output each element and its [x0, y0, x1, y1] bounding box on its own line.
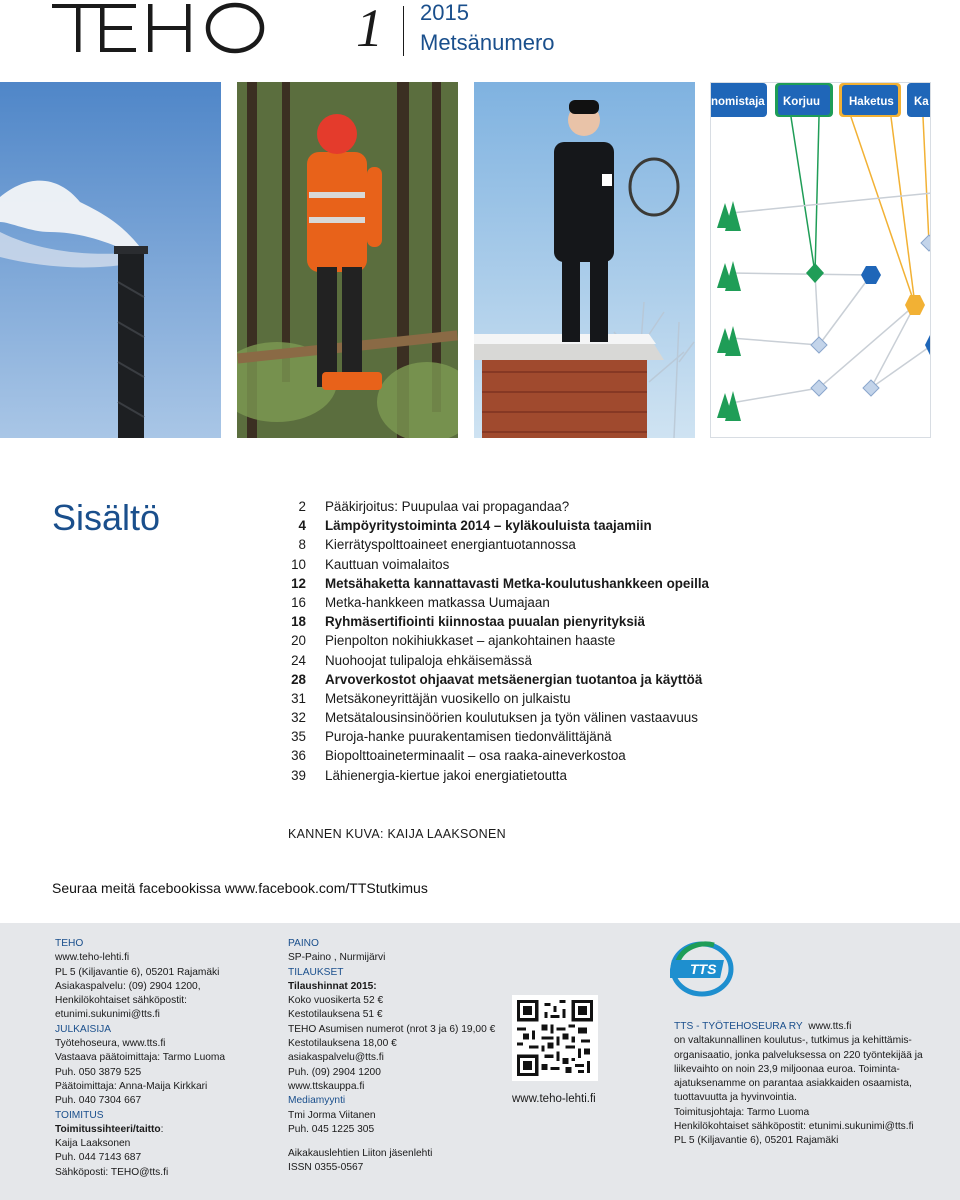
toc-item[interactable] [272, 574, 872, 593]
toc-page-number: 8 [298, 537, 306, 553]
toc-article-title: Metka-hankkeen matkassa Uumajaan [325, 594, 550, 610]
tts-desc-1: on valtakunnallinen koulutus-, tutkimus ja kehittämis- [674, 1035, 912, 1047]
label-orders: TILAUKSET [288, 966, 344, 978]
media-sales-person: Tmi Jorma Viitanen [288, 1109, 376, 1121]
toc-item[interactable] [272, 497, 872, 516]
editorial-role [55, 1123, 225, 1137]
tts-desc-4: ajatuksenamme on parantaa asiakkaiden osaamista, [674, 1078, 912, 1090]
teho-address: PL 5 (Kiljavantie 6), 05201 Rajamäki [55, 966, 220, 978]
toc-article-title: Metsäkoneyrittäjän vuosikello on julkaistu [325, 690, 571, 706]
label-publisher: JULKAISIJA [55, 1023, 112, 1035]
toc-page-number: 12 [291, 575, 306, 591]
editorial-secretary: Kaija Laaksonen [55, 1138, 131, 1150]
label-print: PAINO [288, 938, 319, 949]
toc-page-number: 32 [291, 710, 306, 726]
toc-item[interactable] [272, 746, 872, 765]
diagram-label: nomistaja [711, 96, 765, 108]
tts-desc-2: organisaatio, jonka palveluksessa on 220 työntekijää ja [674, 1049, 923, 1061]
managing-editor: Päätoimittaja: Anna-Maija Kirkkari [55, 1080, 208, 1092]
emails-label: Henkilökohtaiset sähköpostit: [55, 995, 187, 1007]
photo-chimney-sweep [474, 82, 695, 438]
toc-article-title: Kauttuan voimalaitos [325, 556, 450, 572]
teho-logo [52, 2, 267, 54]
toc-article-title: Metsähaketta kannattavasti Metka-koulutushankkeen opeilla [325, 575, 709, 591]
toc-page-number: 16 [291, 594, 306, 610]
orders-phone: Puh. (09) 2904 1200 [288, 1066, 381, 1078]
toc-page-number: 10 [291, 556, 306, 572]
diagram-label: Ka [914, 96, 929, 108]
editorial-role-colon: : [160, 1123, 164, 1135]
label-editorial: TOIMITUS [55, 1109, 104, 1121]
editorial-role-title: Toimitussihteeri/taitto [55, 1123, 161, 1135]
association-note: Aikakauslehtien Liiton jäsenlehti [288, 1148, 433, 1160]
printer: SP-Paino , Nurmijärvi [288, 952, 386, 964]
price-continuous: Kestotilauksena 51 € [288, 1009, 383, 1021]
colophon-footer [0, 923, 960, 1200]
toc-item[interactable] [272, 555, 872, 574]
toc-page-number: 20 [291, 633, 306, 649]
toc-item[interactable] [272, 766, 872, 785]
issue-title: Metsänumero [420, 30, 555, 55]
toc-item[interactable] [272, 651, 872, 670]
tts-address: PL 5 (Kiljavantie 6), 05201 Rajamäki [674, 1135, 839, 1147]
toc-article-title: Kierrätyspolttoaineet energiantuotannossa [325, 537, 576, 553]
colophon-tts [674, 1020, 923, 1149]
toc-article-title: Pääkirjoitus: Puupulaa vai propagandaa? [325, 499, 570, 514]
customer-service: Asiakaspalvelu: (09) 2904 1200, [55, 980, 201, 992]
toc-page-number: 35 [291, 729, 306, 745]
toc-article-title: Biopolttoaineterminaalit – osa raaka-aineverkostoa [325, 748, 626, 764]
editor-in-chief: Vastaava päätoimittaja: Tarmo Luoma [55, 1052, 226, 1064]
price-asumisen-continuous: Kestotilauksena 18,00 € [288, 1038, 397, 1050]
tts-desc-5: tuottavuutta ja hyvinvointia. [674, 1092, 797, 1104]
toc-page-number: 31 [291, 690, 306, 706]
cover-photo-credit: KANNEN KUVA: KAIJA LAAKSONEN [288, 827, 506, 841]
tts-logo-text: TTS [690, 961, 717, 977]
toc-item[interactable] [272, 670, 872, 689]
toc-page-number: 36 [291, 748, 306, 764]
toc-page-number: 4 [298, 518, 306, 534]
media-sales-phone: Puh. 045 1225 305 [288, 1123, 375, 1135]
toc-item[interactable] [272, 708, 872, 727]
issue-number: 1 [356, 0, 383, 58]
toc-item[interactable] [272, 631, 872, 650]
colophon-print-orders [288, 937, 495, 1176]
toc-item[interactable] [272, 689, 872, 708]
contents-heading: Sisältö [52, 497, 161, 538]
toc-article-title: Nuohoojat tulipaloja ehkäisemässä [325, 652, 532, 668]
price-asumisen: TEHO Asumisen numerot (nrot 3 ja 6) 19,00 € [288, 1023, 496, 1035]
tts-org-url[interactable]: www.tts.fi [808, 1021, 852, 1032]
toc-page-number: 28 [291, 671, 306, 687]
teho-website[interactable]: www.teho-lehti.fi [55, 952, 130, 964]
tts-org-line [674, 1020, 923, 1034]
toc-item[interactable] [272, 727, 872, 746]
issue-divider [403, 6, 404, 56]
label-media-sales: Mediamyynti [288, 1095, 346, 1107]
diagram-label: Korjuu [783, 96, 821, 108]
toc-item[interactable] [272, 593, 872, 612]
colophon-teho [55, 937, 225, 1180]
price-annual: Koko vuosikerta 52 € [288, 995, 384, 1007]
toc-page-number: 24 [291, 652, 306, 668]
email-format: etunimi.sukunimi@tts.fi [55, 1009, 160, 1021]
toc-page-number: 39 [291, 767, 306, 783]
tts-ceo: Toimitusjohtaja: Tarmo Luoma [674, 1106, 810, 1118]
tts-emails: Henkilökohtaiset sähköpostit: etunimi.sukunimi@tts.fi [674, 1121, 914, 1133]
editorial-secretary-phone: Puh. 044 7143 687 [55, 1152, 142, 1164]
managing-editor-phone: Puh. 040 7304 667 [55, 1095, 142, 1107]
facebook-link[interactable]: Seuraa meitä facebookissa www.facebook.com/TTStutkimus [52, 880, 428, 896]
publisher: Työtehoseura, www.tts.fi [55, 1038, 166, 1050]
editorial-email: Sähköposti: TEHO@tts.fi [55, 1166, 169, 1178]
shop-link[interactable]: www.ttskauppa.fi [288, 1080, 365, 1092]
editor-in-chief-phone: Puh. 050 3879 525 [55, 1066, 142, 1078]
photo-chimney-smoke [0, 82, 221, 438]
toc-item[interactable] [272, 516, 872, 535]
toc-article-title: Lämpöyritystoiminta 2014 – kyläkouluista taajamiin [325, 518, 652, 534]
toc-item[interactable] [272, 535, 872, 554]
toc-page-number: 2 [298, 499, 306, 514]
tts-org-name: TTS - TYÖTEHOSEURA RY [674, 1021, 803, 1032]
issue-year: 2015 [420, 0, 469, 25]
prices-heading: Tilaushinnat 2015: [288, 980, 377, 992]
tts-logo [670, 941, 734, 997]
photo-forest-worker [237, 82, 458, 438]
toc-article-title: Ryhmäsertifiointi kiinnostaa puualan pienyrityksiä [325, 614, 645, 630]
diagram-label: Haketus [849, 96, 894, 108]
label-teho: TEHO [55, 938, 84, 949]
toc-article-title: Pienpolton nokihiukkaset – ajankohtainen haaste [325, 633, 616, 649]
toc-article-title: Lähienergia-kiertue jakoi energiatietoutta [325, 767, 567, 783]
orders-email[interactable]: asiakaspalvelu@tts.fi [288, 1052, 384, 1064]
toc-page-number: 18 [291, 614, 306, 630]
qr-url[interactable]: www.teho-lehti.fi [512, 1093, 596, 1105]
table-of-contents [272, 497, 872, 785]
toc-item[interactable] [272, 612, 872, 631]
issn: ISSN 0355-0567 [288, 1162, 364, 1174]
qr-code[interactable] [512, 995, 598, 1081]
photo-value-network-diagram [710, 82, 931, 438]
toc-article-title: Puroja-hanke puurakentamisen tiedonvälittäjänä [325, 729, 612, 745]
toc-article-title: Metsätalousinsinöörien koulutuksen ja työn välinen vastaavuus [325, 710, 698, 726]
tts-desc-3: liikevaihto on noin 23,9 miljoonaa euroa. Toiminta- [674, 1063, 900, 1075]
toc-article-title: Arvoverkostot ohjaavat metsäenergian tuotantoa ja käyttöä [325, 671, 703, 687]
